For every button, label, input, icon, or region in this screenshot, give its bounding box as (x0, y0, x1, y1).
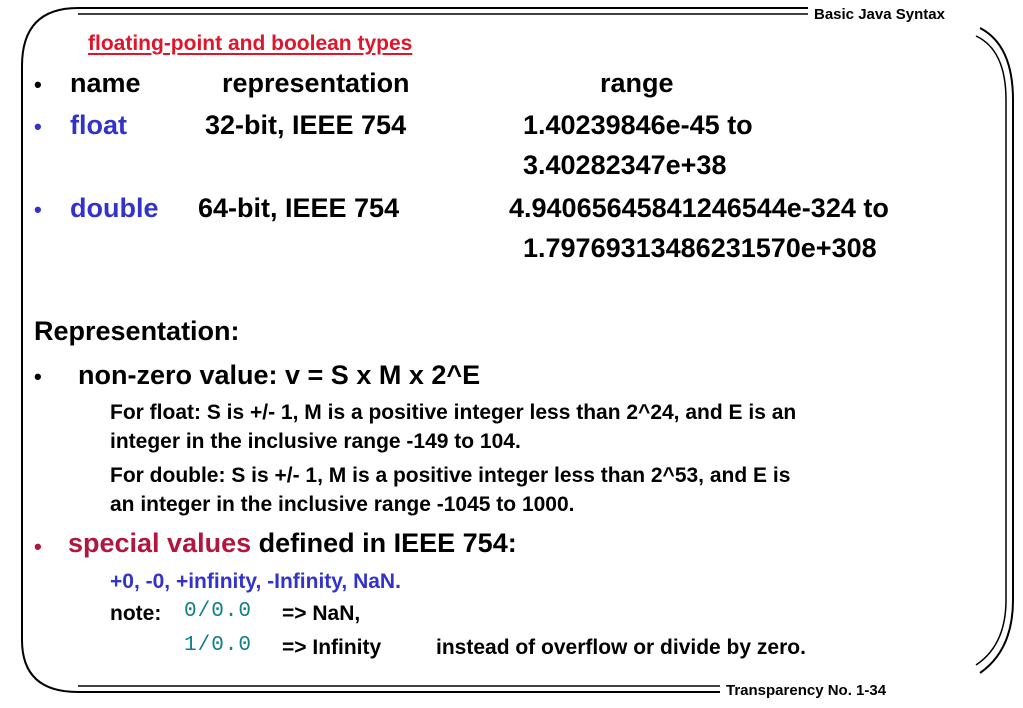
representation-formula: non-zero value: v = S x M x 2^E (78, 360, 481, 390)
float-representation-line2: integer in the inclusive range -149 to 104. (110, 430, 521, 453)
double-representation-line1: For double: S is +/- 1, M is a positive integer less than 2^53, and E is (110, 464, 791, 487)
type-name-double: double (70, 193, 159, 223)
note-label: note: (110, 602, 162, 625)
float-representation: 32-bit, IEEE 754 (205, 110, 407, 140)
col-header-range: range (600, 68, 674, 98)
note-code-infinity: 1/0.0 (184, 634, 253, 657)
header-label: Basic Java Syntax (814, 6, 945, 23)
bullet-glyph: • (34, 114, 42, 139)
note-result-infinity: => Infinity (282, 636, 382, 659)
frame-right-edge (980, 28, 1013, 673)
float-range-max: 3.40282347e+38 (523, 150, 727, 180)
frame-right-edge-inner (976, 36, 1006, 665)
representation-heading: Representation: (34, 316, 240, 346)
col-header-name: name (70, 68, 141, 98)
note-comment: instead of overflow or divide by zero. (436, 636, 806, 659)
special-values-list: +0, -0, +infinity, -Infinity, NaN. (110, 570, 401, 593)
float-range-min: 1.40239846e-45 to (523, 110, 753, 140)
bullet-glyph: • (34, 364, 42, 389)
slide-title: floating-point and boolean types (88, 32, 413, 55)
bullet-glyph: • (34, 197, 42, 222)
float-representation-line1: For float: S is +/- 1, M is a positive integer less than 2^24, and E is an (110, 401, 797, 424)
type-name-float: float (70, 110, 127, 140)
bullet-glyph: • (34, 72, 42, 97)
col-header-representation: representation (222, 68, 410, 98)
special-values-highlight: special values (68, 528, 252, 558)
special-values-heading (68, 528, 517, 559)
special-values-rest: defined in IEEE 754: (251, 528, 517, 558)
note-result-nan: => NaN, (282, 602, 361, 625)
footer-label: Transparency No. 1-34 (726, 682, 887, 699)
bullet-glyph: • (34, 534, 42, 559)
double-range-max: 1.79769313486231570e+308 (523, 233, 877, 263)
note-code-nan: 0/0.0 (184, 600, 253, 623)
double-representation: 64-bit, IEEE 754 (198, 193, 400, 223)
double-representation-line2: an integer in the inclusive range -1045 to 1000. (110, 493, 575, 516)
double-range-min: 4.94065645841246544e-324 to (509, 193, 889, 223)
